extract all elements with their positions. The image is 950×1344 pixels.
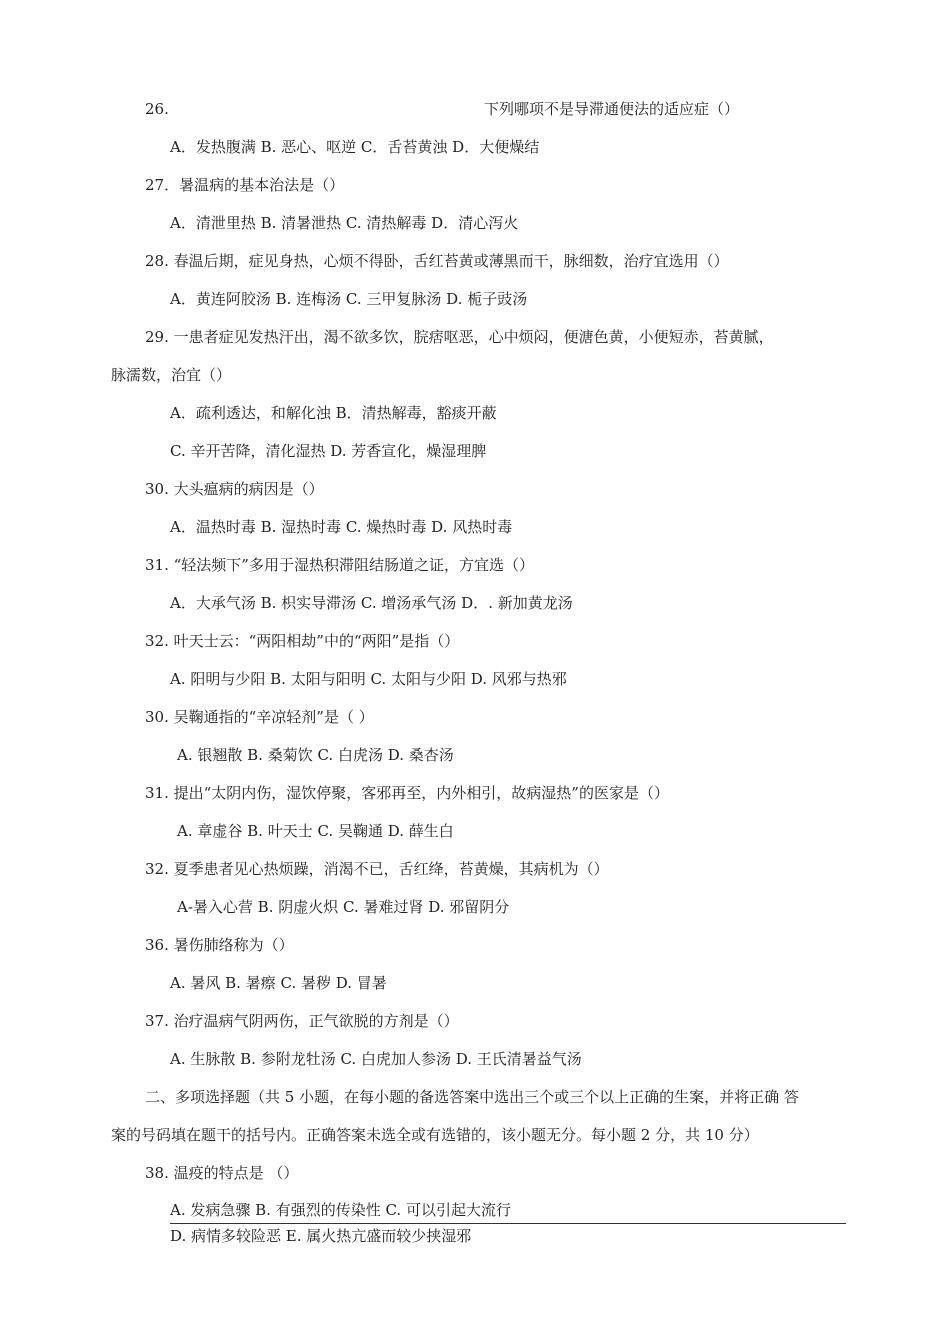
question-30b-stem: 30. 吴鞠通指的“辛凉轻剂”是（ ） bbox=[145, 708, 374, 726]
question-29-options-cd: C. 辛开苦降，清化湿热 D. 芳香宣化，燥湿理脾 bbox=[170, 442, 487, 460]
question-32-stem: 32. 叶天士云：“两阳相劫”中的“两阳”是指（） bbox=[145, 632, 460, 650]
section-two-instructions: 二、多项选择题（共 5 小题，在每小题的备选答案中选出三个或三个以上正确的生案，并将正确 答 bbox=[145, 1088, 799, 1106]
question-30-stem: 30. 大头瘟病的病因是（） bbox=[145, 480, 324, 498]
divider-line bbox=[170, 1223, 846, 1224]
question-38-stem: 38. 温疫的特点是 （） bbox=[145, 1164, 299, 1182]
question-36-stem: 36. 暑伤肺络称为（） bbox=[145, 936, 294, 954]
question-32b-stem: 32. 夏季患者见心热烦躁，消渴不已，舌红绛，苔黄燥，其病机为（） bbox=[145, 860, 609, 878]
question-27-stem: 27．暑温病的基本治法是（） bbox=[145, 176, 345, 194]
question-29-options-ab: A．疏利透达，和解化浊 B．清热解毒，豁痰开蔽 bbox=[170, 404, 497, 422]
question-37-options: A. 生脉散 B. 参附龙牡汤 C. 白虎加人参汤 D. 王氏清暑益气汤 bbox=[170, 1050, 582, 1068]
question-26-number: 26. bbox=[145, 100, 169, 118]
question-27-options: A．清泄里热 B. 清暑泄热 C. 清热解毒 D．清心泻火 bbox=[170, 214, 519, 232]
question-29-stem: 29. 一患者症见发热汗出，渴不欲多饮，脘痞呕恶，心中烦闷，便溏色黄，小便短赤，苔黄腻， bbox=[145, 328, 774, 346]
question-30b-options: A. 银翘散 B. 桑菊饮 C. 白虎汤 D. 桑杏汤 bbox=[177, 746, 454, 764]
question-31b-stem: 31. 提出“太阴内伤，湿饮停聚，客邪再至，内外相引，故病湿热”的医家是（） bbox=[145, 784, 669, 802]
section-two-instructions-cont: 案的号码填在题干的括号内。正确答案未选全或有选错的，该小题无分。每小题 2 分，共 10 分） bbox=[111, 1126, 759, 1144]
question-36-options: A. 暑风 B. 暑瘵 C. 暑秽 D. 冒暑 bbox=[170, 974, 387, 992]
question-31-stem: 31. “轻法频下”多用于湿热积滞阻结肠道之证，方宜选（） bbox=[145, 556, 534, 574]
question-30-options: A．温热时毒 B. 湿热时毒 C. 燥热时毒 D. 风热时毒 bbox=[170, 518, 513, 536]
question-26-options: A．发热腹满 B. 恶心、呕逆 C．舌苔黄浊 D．大便燥结 bbox=[170, 138, 540, 156]
question-28-options: A．黄连阿胶汤 B. 连梅汤 C. 三甲复脉汤 D. 栀子豉汤 bbox=[170, 290, 528, 308]
question-28-stem: 28. 春温后期，症见身热，心烦不得卧，舌红苔黄或薄黑而干，脉细数，治疗宜选用（） bbox=[145, 252, 729, 270]
question-26-stem: 下列哪项不是导滞通便法的适应症（） bbox=[484, 100, 740, 118]
question-29-stem-cont: 脉濡数，治宜（） bbox=[111, 366, 232, 384]
question-31-options: A．大承气汤 B. 枳实导滞汤 C. 增汤承气汤 D．. 新加黄龙汤 bbox=[170, 594, 573, 612]
question-38-options-de: D. 病情多较险恶 E. 属火热亢盛而较少挟湿邪 bbox=[170, 1227, 472, 1245]
question-31b-options: A. 章虚谷 B. 叶天士 C. 吴鞠通 D. 薛生白 bbox=[177, 822, 454, 840]
question-32b-options: A-暑入心营 B. 阴虚火炽 C. 暑难过肾 D. 邪留阴分 bbox=[177, 898, 510, 916]
question-38-options-abc: A. 发病急骤 B. 有强烈的传染性 C. 可以引起大流行 bbox=[170, 1201, 511, 1219]
question-37-stem: 37. 治疗温病气阴两伤，正气欲脱的方剂是（） bbox=[145, 1012, 459, 1030]
question-32-options: A. 阳明与少阳 B. 太阳与阳明 C. 太阳与少阳 D. 风邪与热邪 bbox=[170, 670, 567, 688]
